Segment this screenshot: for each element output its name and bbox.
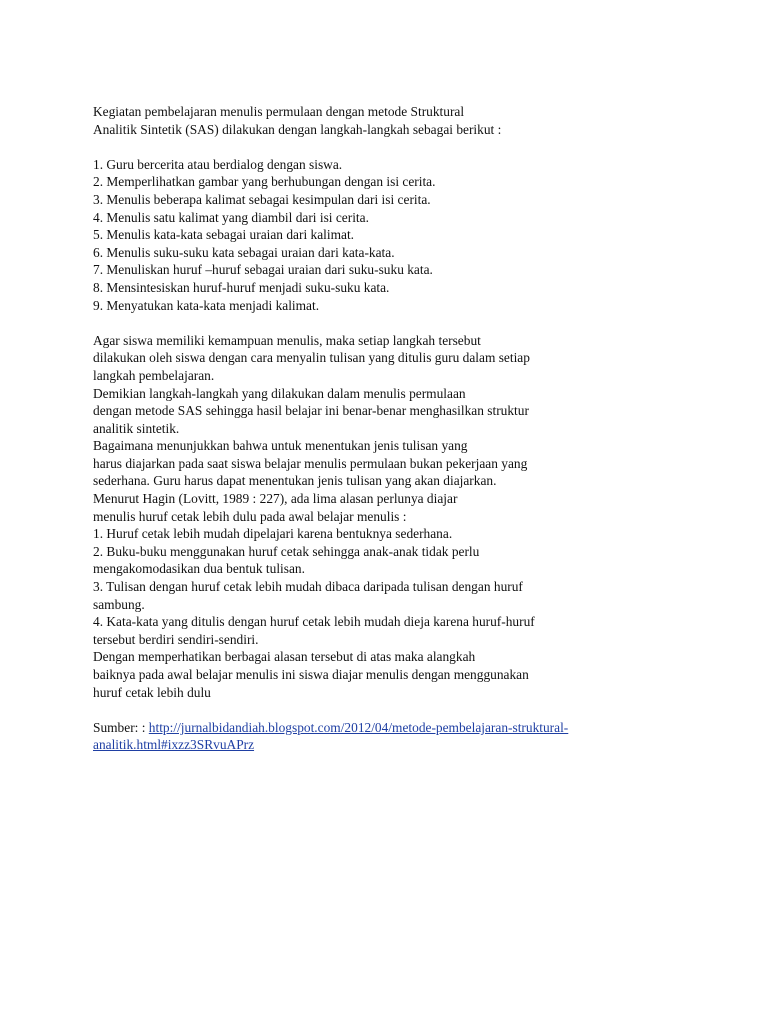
list-item: 7. Menuliskan huruf –huruf sebagai uraian dari suku-suku kata. xyxy=(93,262,433,278)
paragraph-gap xyxy=(93,701,693,719)
body-line: sederhana. Guru harus dapat menentukan jenis tulisan yang akan diajarkan. xyxy=(93,473,497,489)
list-item: 8. Mensintesiskan huruf-huruf menjadi suku-suku kata. xyxy=(93,279,390,295)
intro-paragraph xyxy=(93,103,693,138)
list-item: 9. Menyatukan kata-kata menjadi kalimat. xyxy=(93,297,320,313)
body-line: Demikian langkah-langkah yang dilakukan dalam menulis permulaan xyxy=(93,385,466,401)
body-line: sambung. xyxy=(93,596,145,612)
source-line xyxy=(93,736,693,754)
body-line: langkah pembelajaran. xyxy=(93,367,215,383)
body-line: tersebut berdiri sendiri-sendiri. xyxy=(93,631,259,647)
paragraph-gap xyxy=(93,138,693,156)
list-item: 1. Guru bercerita atau berdialog dengan siswa. xyxy=(93,156,343,172)
body-line: menulis huruf cetak lebih dulu pada awal belajar menulis : xyxy=(93,508,407,524)
body-line: 4. Kata-kata yang ditulis dengan huruf cetak lebih mudah dieja karena huruf-huruf xyxy=(93,614,535,630)
body-line: 1. Huruf cetak lebih mudah dipelajari karena bentuknya sederhana. xyxy=(93,526,453,542)
body-line: baiknya pada awal belajar menulis ini siswa diajar menulis dengan menggunakan xyxy=(93,667,529,682)
list-item: 3. Menulis beberapa kalimat sebagai kesimpulan dari isi cerita. xyxy=(93,191,431,207)
intro-line: Kegiatan pembelajaran menulis permulaan dengan metode Struktural xyxy=(93,104,465,119)
body-line: 3. Tulisan dengan huruf cetak lebih mudah dibaca daripada tulisan dengan huruf xyxy=(93,579,523,595)
source-citation xyxy=(93,719,693,754)
source-link-continued[interactable]: analitik.html#ixzz3SRvuAPrz xyxy=(93,737,255,753)
body-line: dilakukan oleh siswa dengan cara menyalin tulisan yang ditulis guru dalam setiap xyxy=(93,350,530,366)
list-item: 5. Menulis kata-kata sebagai uraian dari kalimat. xyxy=(93,227,355,243)
intro-line: Analitik Sintetik (SAS) dilakukan dengan langkah-langkah sebagai berikut : xyxy=(93,121,502,137)
body-line: huruf cetak lebih dulu xyxy=(93,684,211,700)
body-line: Dengan memperhatikan berbagai alasan tersebut di atas maka alangkah xyxy=(93,649,476,665)
body-paragraph xyxy=(93,332,693,701)
paragraph-gap xyxy=(93,314,693,332)
list-item: 4. Menulis satu kalimat yang diambil dari isi cerita. xyxy=(93,209,369,225)
source-link[interactable]: http://jurnalbidandiah.blogspot.com/2012/04/metode-pembelajaran-struktural- xyxy=(148,719,569,735)
body-line: mengakomodasikan dua bentuk tulisan. xyxy=(93,561,305,577)
body-line: Agar siswa memiliki kemampuan menulis, maka setiap langkah tersebut xyxy=(93,332,481,348)
source-prefix: Sumber: : xyxy=(93,719,149,735)
body-line: 2. Buku-buku menggunakan huruf cetak sehingga anak-anak tidak perlu xyxy=(93,543,480,559)
body-line: harus diajarkan pada saat siswa belajar menulis permulaan bukan pekerjaan yang xyxy=(93,455,528,471)
body-line: analitik sintetik. xyxy=(93,420,180,436)
source-line xyxy=(93,719,693,737)
body-line: Bagaimana menunjukkan bahwa untuk menentukan jenis tulisan yang xyxy=(93,438,468,454)
body-line: dengan metode SAS sehingga hasil belajar ini benar-benar menghasilkan struktur xyxy=(93,403,529,419)
document-body xyxy=(93,103,693,754)
body-line: Menurut Hagin (Lovitt, 1989 : 227), ada lima alasan perlunya diajar xyxy=(93,491,458,507)
list-item: 2. Memperlihatkan gambar yang berhubungan dengan isi cerita. xyxy=(93,174,436,190)
list-item: 6. Menulis suku-suku kata sebagai uraian dari kata-kata. xyxy=(93,244,395,260)
steps-list xyxy=(93,156,693,314)
